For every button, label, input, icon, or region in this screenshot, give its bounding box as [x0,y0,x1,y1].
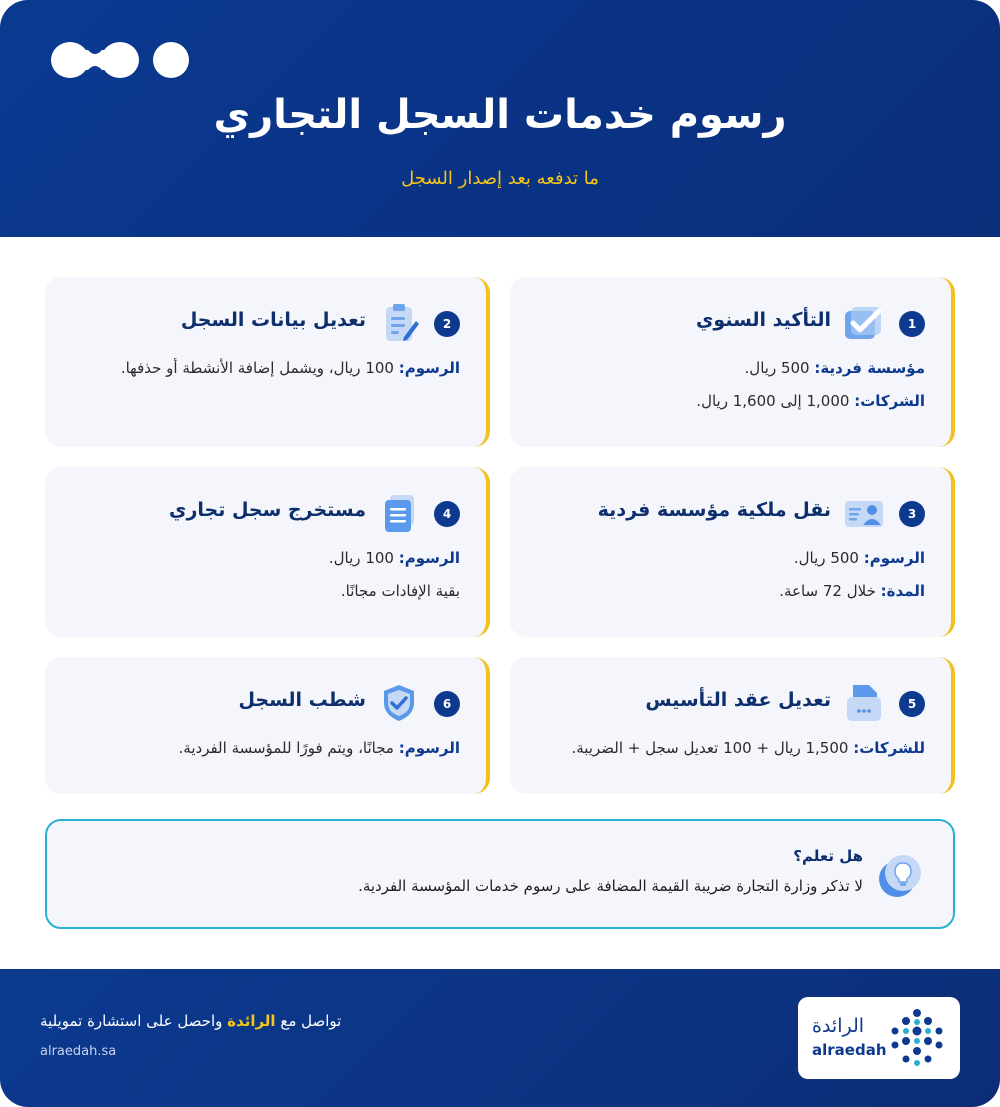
card-line: بقية الإفادات مجانًا. [340,582,460,600]
service-card-registry-cancellation [45,657,490,794]
card-line: الرسوم: 500 ريال. [793,549,925,567]
logo-english-text: alraedah [812,1041,887,1059]
service-card-annual-confirmation [510,277,955,447]
service-card-ownership-transfer [510,467,955,637]
clipboard-edit-icon [378,303,420,343]
logo-mark-icon [888,1007,946,1069]
header [0,0,1000,237]
card-line: للشركات: 1,500 ريال + 100 تعديل سجل + الضريبة. [571,739,925,757]
lightbulb-icon [877,851,925,899]
service-card-edit-registry-data [45,277,490,447]
id-card-icon [843,493,885,533]
did-you-know-box [45,819,955,929]
card-title: التأكيد السنوي [696,309,831,331]
alraedah-logo [798,997,960,1079]
logo-arabic-text: الرائدة [812,1015,865,1037]
card-line: الرسوم: مجانًا، ويتم فورًا للمؤسسة الفردية. [178,739,460,757]
card-title: شطب السجل [238,689,366,711]
did-you-know-text: لا تذكر وزارة التجارة ضريبة القيمة المضافة على رسوم خدمات المؤسسة الفردية. [358,877,863,895]
card-number: 3 [899,501,925,527]
card-line: المدة: خلال 72 ساعة. [779,582,925,600]
card-line: الرسوم: 100 ريال. [328,549,460,567]
footer-cta: تواصل مع الرائدة واحصل على استشارة تمويلية [40,1012,342,1030]
card-number: 1 [899,311,925,337]
brand-mark-icon [50,40,195,80]
footer-website-link[interactable]: alraedah.sa [40,1044,117,1059]
service-card-registry-extract [45,467,490,637]
document-stack-icon [378,493,420,533]
card-line: الرسوم: 100 ريال، ويشمل إضافة الأنشطة أو حذفها. [120,359,460,377]
service-card-articles-amendment [510,657,955,794]
did-you-know-title: هل تعلم؟ [793,847,863,865]
card-line: مؤسسة فردية: 500 ريال. [744,359,925,377]
card-line: الشركات: 1,000 إلى 1,600 ريال. [696,392,925,410]
card-number: 4 [434,501,460,527]
shield-check-icon [378,683,420,723]
file-dots-icon [843,683,885,723]
page-subtitle: ما تدفعه بعد إصدار السجل [401,168,599,189]
card-title: تعديل بيانات السجل [180,309,366,331]
card-number: 6 [434,691,460,717]
card-title: تعديل عقد التأسيس [645,689,831,711]
page-title: رسوم خدمات السجل التجاري [213,92,787,138]
card-title: نقل ملكية مؤسسة فردية [597,499,831,521]
card-title: مستخرج سجل تجاري [169,499,366,521]
card-number: 2 [434,311,460,337]
footer [0,969,1000,1107]
card-number: 5 [899,691,925,717]
check-square-icon [843,303,885,343]
